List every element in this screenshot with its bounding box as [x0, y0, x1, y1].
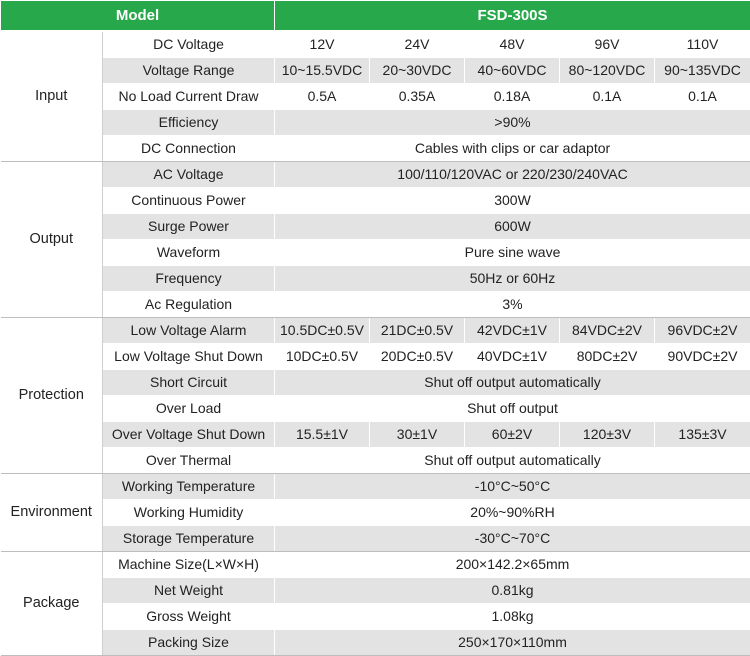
spec-body [1, 31, 750, 655]
value-cell: 0.81kg [275, 577, 750, 603]
table-row [1, 265, 750, 291]
parameter-label: Surge Power [103, 213, 275, 239]
value-cell: 90~135VDC [655, 57, 750, 83]
value-cell: -30°C~70°C [275, 525, 750, 551]
value-cell: 0.5A [275, 83, 370, 109]
parameter-label: Frequency [103, 265, 275, 291]
table-row [1, 603, 750, 629]
value-cell: 250×170×110mm [275, 629, 750, 655]
value-cell: 20%~90%RH [275, 499, 750, 525]
table-row [1, 577, 750, 603]
parameter-label: Gross Weight [103, 603, 275, 629]
value-cell: 300W [275, 187, 750, 213]
parameter-label: DC Voltage [103, 31, 275, 57]
group-label-protection: Protection [1, 317, 103, 473]
value-cell: 100/110/120VAC or 220/230/240VAC [275, 161, 750, 187]
parameter-label: Working Humidity [103, 499, 275, 525]
value-cell: 50Hz or 60Hz [275, 265, 750, 291]
parameter-label: Over Thermal [103, 447, 275, 473]
value-cell: Shut off output automatically [275, 447, 750, 473]
table-row [1, 135, 750, 161]
value-cell: Shut off output [275, 395, 750, 421]
table-row [1, 239, 750, 265]
value-cell: 10~15.5VDC [275, 57, 370, 83]
parameter-label: Machine Size(L×W×H) [103, 551, 275, 577]
table-row [1, 317, 750, 343]
value-cell: 30±1V [370, 421, 465, 447]
value-cell: 200×142.2×65mm [275, 551, 750, 577]
table-row [1, 421, 750, 447]
value-cell: 120±3V [560, 421, 655, 447]
parameter-label: Waveform [103, 239, 275, 265]
value-cell: 40VDC±1V [465, 343, 560, 369]
table-row [1, 109, 750, 135]
group-label-package: Package [1, 551, 103, 655]
value-cell: 84VDC±2V [560, 317, 655, 343]
parameter-label: Ac Regulation [103, 291, 275, 317]
value-cell: 60±2V [465, 421, 560, 447]
parameter-label: Storage Temperature [103, 525, 275, 551]
value-cell: 20~30VDC [370, 57, 465, 83]
parameter-label: Working Temperature [103, 473, 275, 499]
value-cell: 110V [655, 31, 750, 57]
table-row [1, 291, 750, 317]
table-row [1, 31, 750, 57]
value-cell: 0.18A [465, 83, 560, 109]
value-cell: Shut off output automatically [275, 369, 750, 395]
value-cell: 90VDC±2V [655, 343, 750, 369]
value-cell: 96V [560, 31, 655, 57]
table-row [1, 369, 750, 395]
value-cell: 40~60VDC [465, 57, 560, 83]
value-cell: Cables with clips or car adaptor [275, 135, 750, 161]
value-cell: 24V [370, 31, 465, 57]
parameter-label: DC Connection [103, 135, 275, 161]
header-row [1, 1, 750, 32]
table-row [1, 57, 750, 83]
model-label: Model [1, 1, 275, 32]
parameter-label: Low Voltage Alarm [103, 317, 275, 343]
table-row [1, 525, 750, 551]
parameter-label: Continuous Power [103, 187, 275, 213]
parameter-label: Short Circuit [103, 369, 275, 395]
table-row [1, 161, 750, 187]
value-cell: 80~120VDC [560, 57, 655, 83]
table-row [1, 447, 750, 473]
table-row [1, 629, 750, 655]
table-row [1, 187, 750, 213]
value-cell: 600W [275, 213, 750, 239]
value-cell: 1.08kg [275, 603, 750, 629]
parameter-label: No Load Current Draw [103, 83, 275, 109]
parameter-label: Efficiency [103, 109, 275, 135]
value-cell: 48V [465, 31, 560, 57]
value-cell: 15.5±1V [275, 421, 370, 447]
value-cell: 21DC±0.5V [370, 317, 465, 343]
value-cell: 20DC±0.5V [370, 343, 465, 369]
value-cell: 80DC±2V [560, 343, 655, 369]
table-row [1, 473, 750, 499]
value-cell: Pure sine wave [275, 239, 750, 265]
table-row [1, 213, 750, 239]
parameter-label: Packing Size [103, 629, 275, 655]
parameter-label: Net Weight [103, 577, 275, 603]
table-row [1, 83, 750, 109]
value-cell: 0.35A [370, 83, 465, 109]
parameter-label: Over Voltage Shut Down [103, 421, 275, 447]
value-cell: 0.1A [560, 83, 655, 109]
value-cell: >90% [275, 109, 750, 135]
model-value: FSD-300S [275, 1, 750, 32]
parameter-label: Over Load [103, 395, 275, 421]
value-cell: 10.5DC±0.5V [275, 317, 370, 343]
value-cell: 12V [275, 31, 370, 57]
table-row [1, 499, 750, 525]
value-cell: 96VDC±2V [655, 317, 750, 343]
parameter-label: Low Voltage Shut Down [103, 343, 275, 369]
value-cell: 0.1A [655, 83, 750, 109]
group-label-input: Input [1, 31, 103, 161]
value-cell: 42VDC±1V [465, 317, 560, 343]
parameter-label: Voltage Range [103, 57, 275, 83]
group-label-output: Output [1, 161, 103, 317]
value-cell: 10DC±0.5V [275, 343, 370, 369]
value-cell: 135±3V [655, 421, 750, 447]
table-row [1, 343, 750, 369]
table-row [1, 551, 750, 577]
group-label-environment: Environment [1, 473, 103, 551]
value-cell: -10°C~50°C [275, 473, 750, 499]
table-row [1, 395, 750, 421]
value-cell: 3% [275, 291, 750, 317]
parameter-label: AC Voltage [103, 161, 275, 187]
